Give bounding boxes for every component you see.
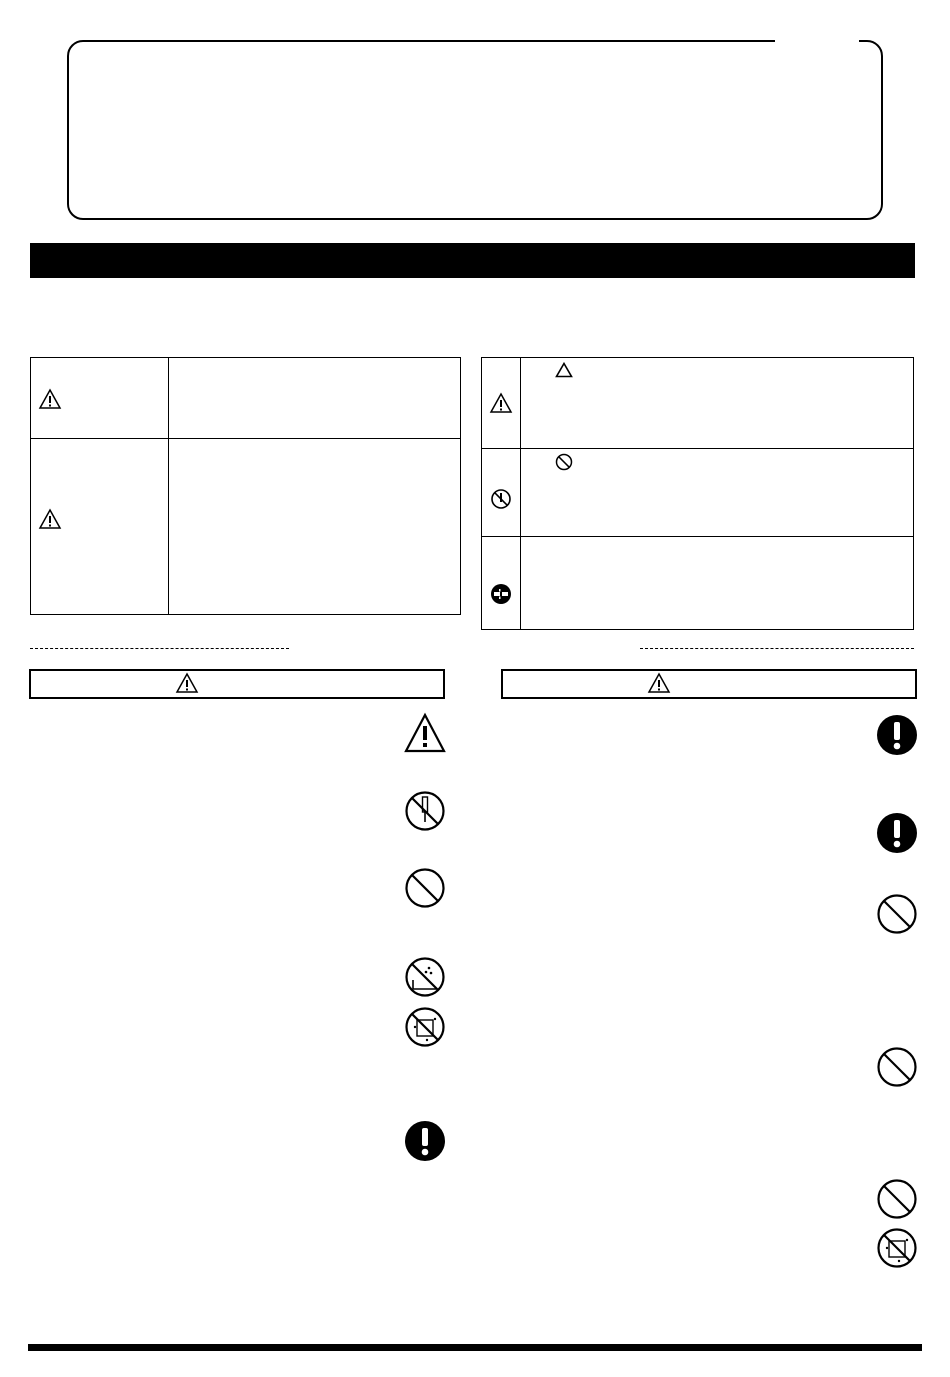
top-frame: [67, 40, 883, 220]
mandatory-action-icon: [876, 714, 918, 756]
no-disassemble-icon: [404, 790, 446, 832]
no-children-icon: [404, 1006, 446, 1048]
no-children-icon: [876, 1227, 918, 1269]
dashed-rule-left: [30, 648, 289, 649]
warning-triangle-icon: [403, 712, 447, 754]
legend-table-left-divider: [168, 357, 169, 615]
legend-table-right: [481, 357, 914, 630]
legend-table-left: [30, 357, 461, 615]
no-disassemble-icon: [490, 488, 512, 510]
warning-header-right: [501, 669, 917, 699]
warning-triangle-icon: [647, 672, 671, 694]
mandatory-action-icon: [876, 812, 918, 854]
prohibited-icon: [876, 1046, 918, 1088]
legend-table-right-divider: [520, 357, 521, 630]
warning-triangle-icon: [175, 672, 199, 694]
prohibited-icon: [404, 867, 446, 909]
top-frame-gap: [775, 36, 859, 44]
unplug-icon: [490, 583, 512, 605]
attention-triangle-icon: [489, 392, 513, 414]
warning-triangle-icon: [38, 388, 62, 410]
bottom-rule: [28, 1344, 922, 1351]
mandatory-action-icon: [404, 1120, 446, 1162]
dashed-rule-right: [640, 648, 914, 649]
small-triangle-icon: [555, 362, 573, 378]
caution-triangle-icon: [38, 508, 62, 530]
legend-table-left-row-divider: [30, 438, 461, 439]
no-water-icon: [404, 956, 446, 998]
legend-table-right-row-divider-1: [481, 448, 914, 449]
small-prohibited-icon: [555, 453, 573, 471]
section-banner: [30, 243, 915, 278]
prohibited-icon: [876, 893, 918, 935]
warning-header-left: [29, 669, 445, 699]
legend-table-right-row-divider-2: [481, 536, 914, 537]
prohibited-icon: [876, 1178, 918, 1220]
